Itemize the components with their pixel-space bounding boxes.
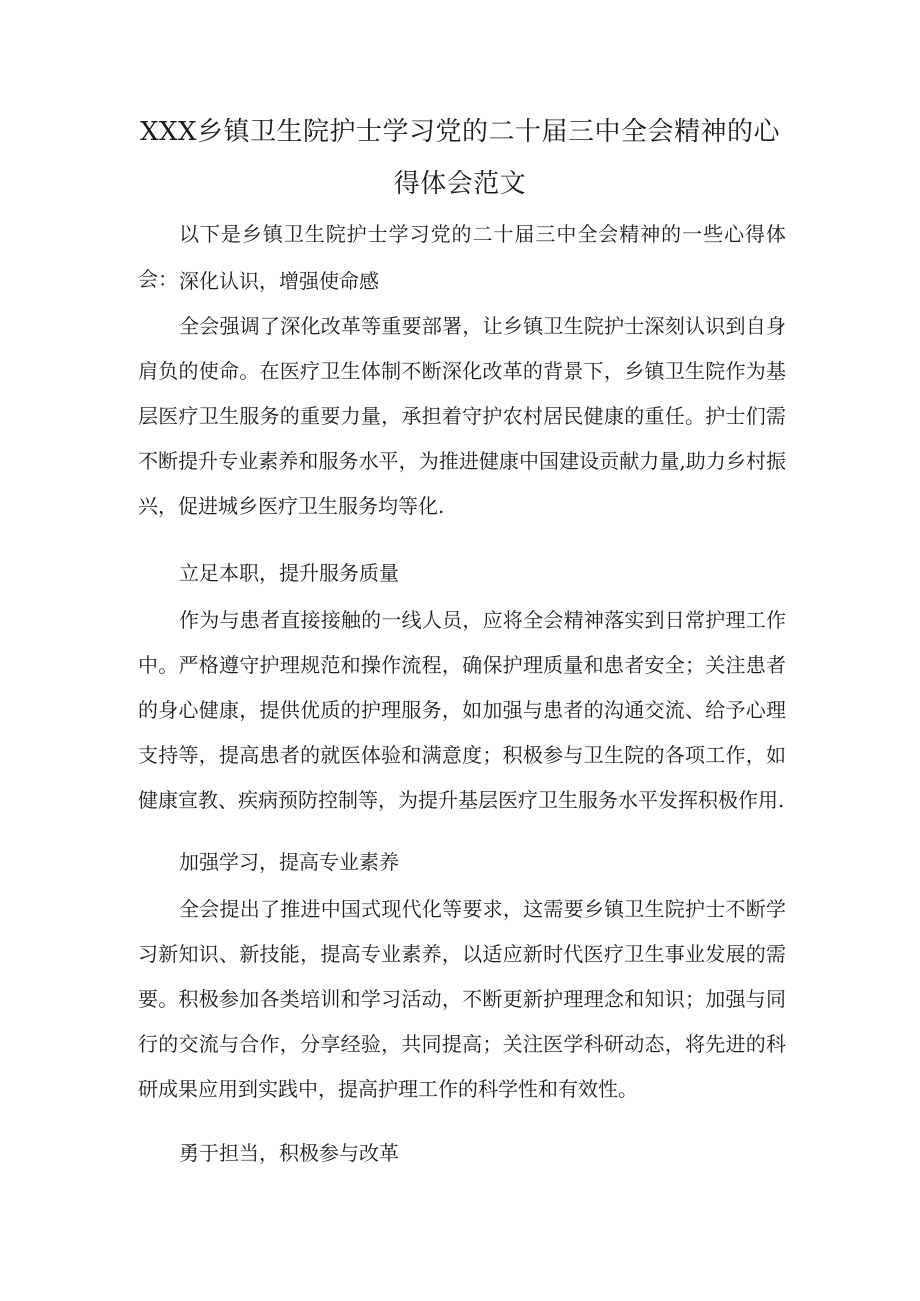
intro-paragraph: 以下是乡镇卫生院护士学习党的二十届三中全会精神的一些心得体会： bbox=[138, 222, 786, 291]
section-body-3: 全会提出了推进中国式现代化等要求，这需要乡镇卫生院护士不断学习新知识、新技能，提高专业素养，以适应新时代医疗卫生事业发展的需要。积极参加各类培训和学习活动，不断更新护理理念和知识；加强与同行的交流与合作，分享经验，共同提高；关注医学科研动态，将先进的科研成果应用到实践中，提高护理工作的科学性和有效性。 bbox=[138, 897, 786, 1101]
section-body-1: 全会强调了深化改革等重要部署，让乡镇卫生院护士深刻认识到自身肩负的使命。在医疗卫生体制不断深化改革的背景下，乡镇卫生院作为基层医疗卫生服务的重要力量，承担着守护农村居民健康的重任。护士们需不断提升专业素养和服务水平，为推进健康中国建设贡献力量,助力乡村振兴，促进城乡医疗卫生服务均等化. bbox=[138, 314, 786, 518]
title-line-1: XXX乡镇卫生院护士学习党的二十届三中全会精神的心 bbox=[139, 117, 781, 147]
section-heading-1: 深化认识，增强使命感 bbox=[179, 269, 379, 293]
section-heading-3: 加强学习，提高专业素养 bbox=[179, 850, 399, 874]
document-title bbox=[120, 106, 800, 210]
section-heading-4: 勇于担当，积极参与改革 bbox=[179, 1141, 399, 1165]
section-body-2: 作为与患者直接接触的一线人员，应将全会精神落实到日常护理工作中。严格遵守护理规范和操作流程，确保护理质量和患者安全；关注患者的身心健康，提供优质的护理服务，如加强与患者的沟通交流、给予心理支持等，提高患者的就医体验和满意度；积极参与卫生院的各项工作，如健康宣教、疾病预防控制等，为提升基层医疗卫生服务水平发挥积极作用. bbox=[138, 608, 786, 812]
title-line-2: 得体会范文 bbox=[393, 169, 527, 199]
section-heading-2: 立足本职，提升服务质量 bbox=[179, 561, 399, 585]
